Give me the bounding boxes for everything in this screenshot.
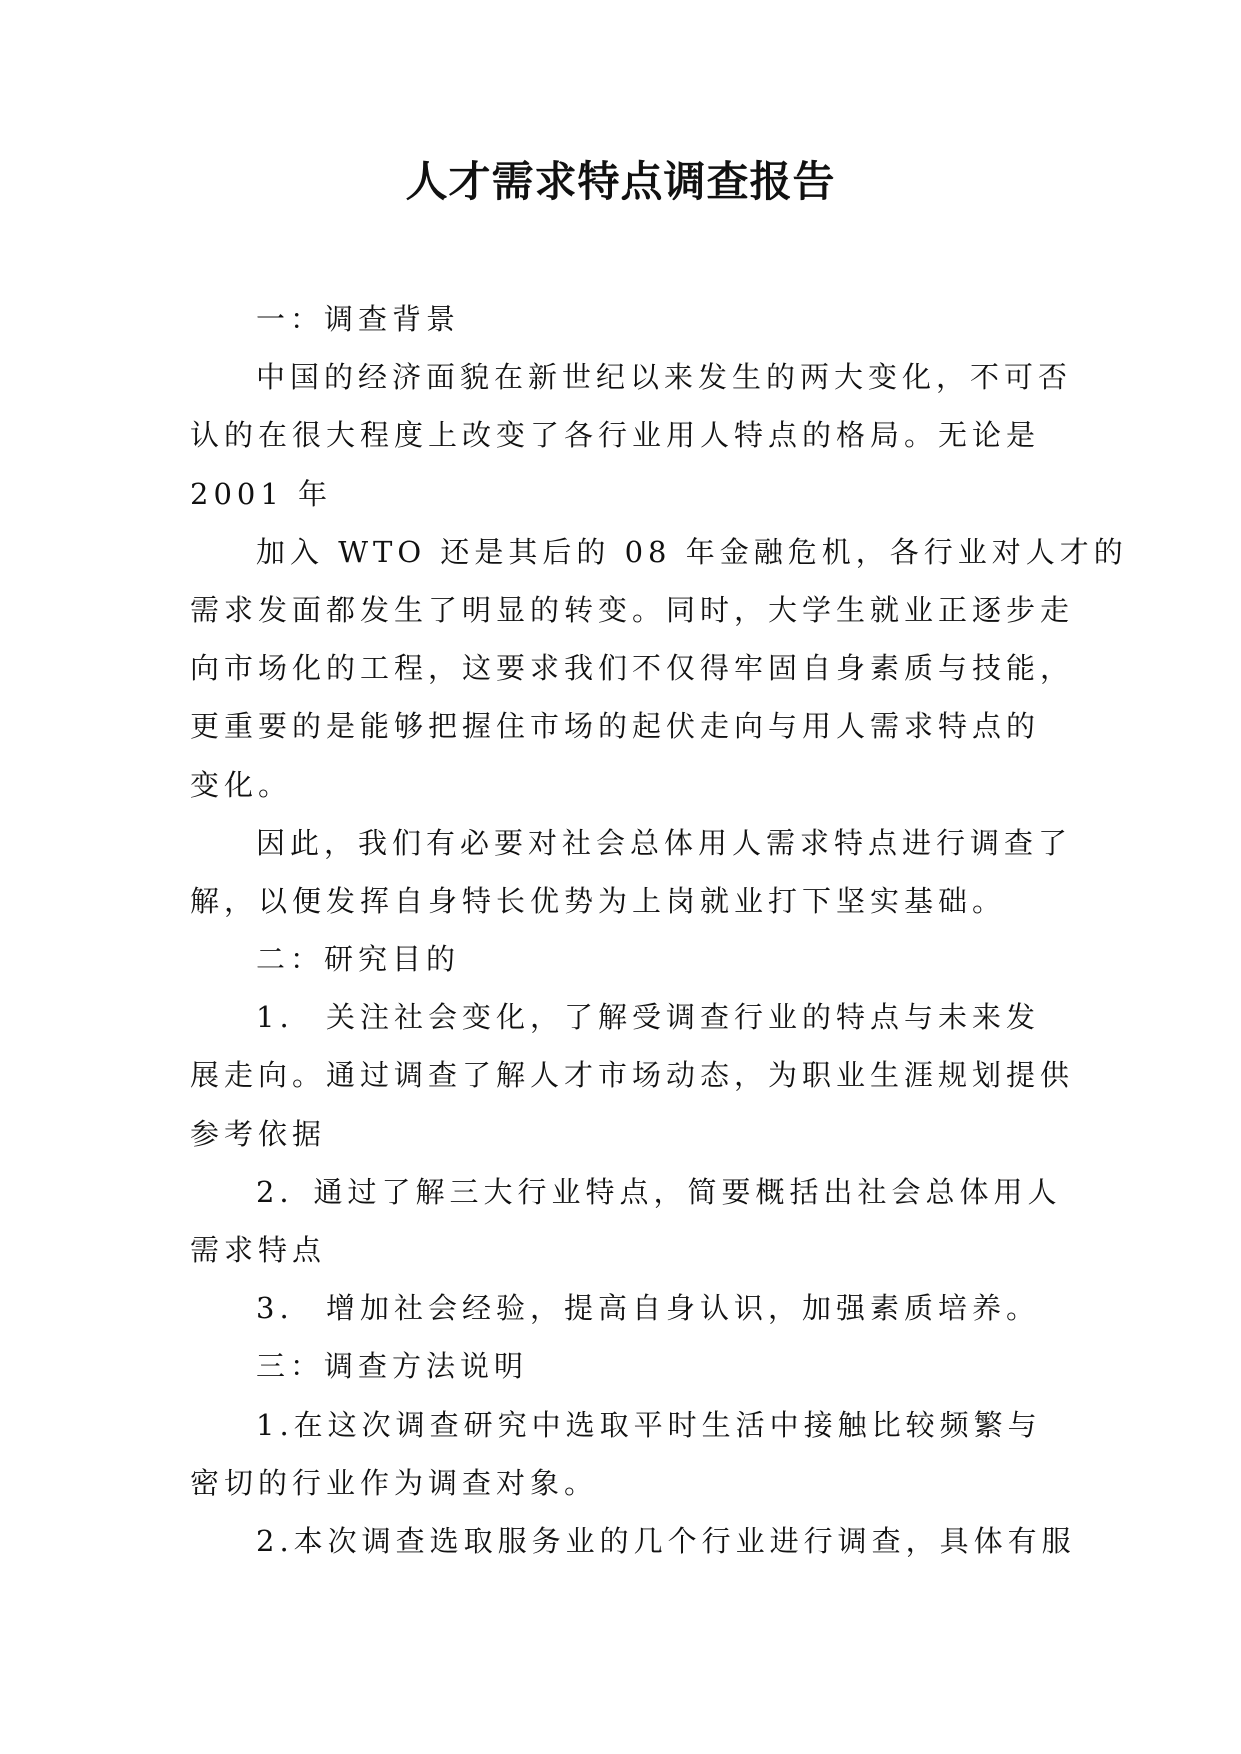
list-number: 3. [256,1291,294,1326]
paragraph-line [190,1512,1076,1570]
paragraph-line [190,814,1073,872]
line-text: 密切的行业作为调查对象。 [190,1465,599,1500]
line-text: 中国的经济面貌在新世纪以来发生的两大变化，不可否 [256,360,1073,395]
line-text: 2.本次调查选取服务业的几个行业进行调查，具体有服 [256,1523,1076,1558]
paragraph-line [190,465,1060,523]
line-text: 2001 年 [190,476,333,511]
paragraph-line [190,1105,1060,1163]
paragraph-line [190,697,1060,755]
paragraph-line [190,406,1060,464]
line-text: 二：研究目的 [256,942,461,977]
line-text: 变化。 [190,767,293,802]
paragraph-line [190,756,1060,814]
line-text: 因此，我们有必要对社会总体用人需求特点进行调查了 [256,825,1073,860]
paragraph-line [190,348,1073,406]
paragraph-line [190,523,1128,581]
section-heading-background [190,290,1060,348]
paragraph-line [190,1454,1060,1512]
line-text: 需求特点 [190,1233,327,1267]
line-text: 更重要的是能够把握住市场的起伏走向与用人需求特点的 [190,709,1041,744]
line-text: 2．通过了解三大行业特点，简要概括出社会总体用人 [256,1174,1062,1209]
section-heading-purpose [190,930,1060,988]
paragraph-line [190,639,1075,697]
paragraph-line [190,1221,1060,1279]
paragraph-line [190,1396,1060,1454]
document-body [190,290,1128,1570]
paragraph-line [190,872,1060,930]
list-item-1 [190,988,1060,1046]
line-text: 加入 WTO 还是其后的 08 年金融危机，各行业对人才的 [256,534,1128,569]
line-text: 参考依据 [190,1116,327,1151]
line-text: 认的在很大程度上改变了各行业用人特点的格局。无论是 [190,418,1041,453]
line-text: 一：调查背景 [256,302,461,336]
paragraph-line [190,581,1075,639]
list-number: 1. [256,1000,294,1035]
line-text: 需求发面都发生了明显的转变。同时，大学生就业正逐步走 [190,592,1075,627]
list-item-3 [190,1279,1060,1337]
line-text: 解，以便发挥自身特长优势为上岗就业打下坚实基础。 [190,883,1007,918]
section-heading-method [190,1337,1060,1395]
paragraph-line [190,1046,1075,1104]
line-text: 1.在这次调查研究中选取平时生活中接触比较频繁与 [256,1407,1042,1442]
list-item-2 [190,1163,1060,1221]
line-text: 向市场化的工程，这要求我们不仅得牢固自身素质与技能， [190,651,1075,686]
line-text: 增加社会经验，提高自身认识，加强素质培养。 [326,1291,1041,1326]
line-text: 关注社会变化，了解受调查行业的特点与未来发 [326,1000,1041,1035]
document-title: 人才需求特点调查报告 [405,157,836,206]
line-text: 三：调查方法说明 [256,1349,529,1384]
line-text: 展走向。通过调查了解人才市场动态，为职业生涯规划提供 [190,1058,1075,1093]
